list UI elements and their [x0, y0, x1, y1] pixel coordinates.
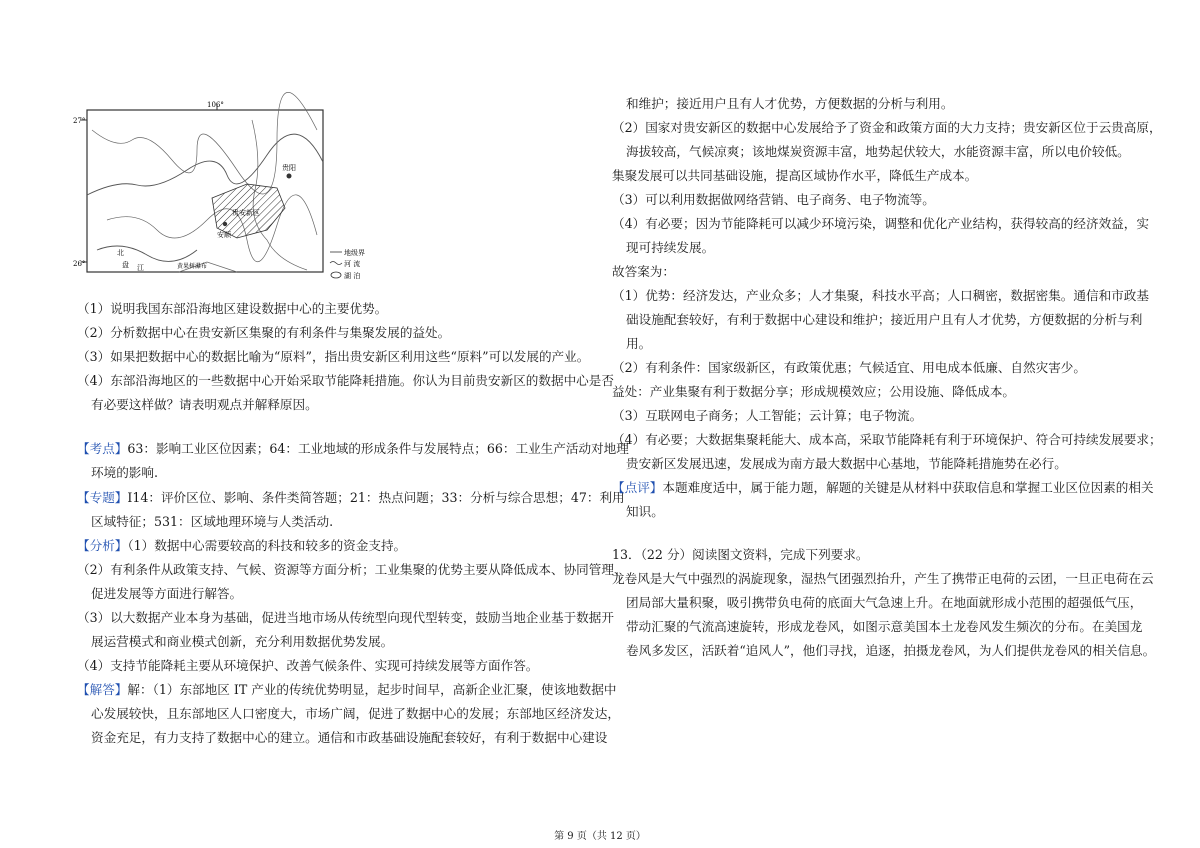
answer-line-4: 集聚发展可以共同基础设施，提高区域协作水平，降低生产成本。: [612, 168, 978, 183]
fenxi-tag: 【分析】: [77, 538, 128, 553]
q13-line-2: 团局部大量积聚，吸引携带负电荷的底面大气急速上升。在地面就形成小范围的超强低气压，: [626, 595, 1143, 610]
q13-line-4: 卷风多发区，活跃着“追风人”，他们寻找，追逐，拍摄龙卷风，为人们提供龙卷风的相关信息。: [626, 643, 1156, 658]
question-2: （2）分析数据中心在贵安新区集聚的有利条件与集聚发展的益处。: [77, 325, 451, 340]
dianping-text: 本题难度适中，属于能力题，解题的关键是从材料中获取信息和掌握工业区位因素的相关: [662, 480, 1154, 495]
fenxi-line-4: （3）以大数据产业本身为基础，促进当地市场从传统型向现代型转变，鼓励当地企业基于数据开: [77, 610, 614, 625]
guiyang-label: 贵阳: [282, 164, 296, 172]
river-label-2: 盘: [122, 261, 129, 269]
q13-line-3: 带动汇聚的气流高速旋转，形成龙卷风，如图示意美国本土龙卷风发生频次的分布。在美国龙: [626, 619, 1143, 634]
dianping-tag: 【点评】: [612, 480, 663, 495]
answer-line-14: （3）互联网电子商务；人工智能；云计算；电子物流。: [612, 408, 923, 423]
lat-label-top: 27°: [73, 117, 86, 125]
kaodian-line-2: 环境的影响.: [91, 465, 158, 480]
kaodian-tag: 【考点】: [77, 441, 128, 456]
dianping-line-1: [612, 480, 1154, 496]
guiyang-marker: [287, 174, 292, 179]
answer-line-2: （2）国家对贵安新区的数据中心发展给予了资金和政策方面的大力支持；贵安新区位于云贵高原，: [612, 120, 1162, 135]
kaodian-line-1: [77, 441, 629, 457]
fenxi-line-5: 展运营模式和商业模式创新，充分利用数据优势发展。: [91, 634, 394, 649]
answer-line-15: （4）有必要；大数据集聚耗能大、成本高，采取节能降耗有利于环境保护、符合可持续发展要求；: [612, 432, 1162, 447]
question-4-cont: 有必要这样做？请表明观点并解释原因。: [91, 397, 318, 412]
anshun-marker: [223, 222, 227, 226]
legend-lake: 湖 泊: [344, 272, 361, 280]
fenxi-text: （1）数据中心需要较高的科技和较多的资金支持。: [127, 538, 407, 553]
answer-line-6: （4）有必要；因为节能降耗可以减少环境污染，调整和优化产业结构，获得较高的经济效益，实: [612, 216, 1149, 231]
fenxi-line-3: 促进发展等方面进行解答。: [91, 586, 243, 601]
kaodian-text: 63：影响工业区位因素；64：工业地域的形成条件与发展特点；66：工业生产活动对地理: [127, 441, 629, 456]
answer-line-16: 贵安新区发展迅速，发展成为南方最大数据中心基地，节能降耗措施势在必行。: [626, 456, 1067, 471]
answer-line-12: （2）有利条件：国家级新区，有政策优惠；气候适宜、用电成本低廉、自然灾害少。: [612, 360, 1086, 375]
jieda-line-1: [77, 682, 616, 698]
anshun-label: 安顺: [217, 231, 231, 239]
answer-line-13: 益处：产业集聚有利于数据分享；形成规模效应；公用设施、降低成本。: [612, 384, 1015, 399]
q13-line-1: 龙卷风是大气中强烈的涡旋现象，湿热气团强烈抬升，产生了携带正电荷的云团，一旦正电荷在云: [612, 571, 1154, 586]
jieda-line-3: 资金充足，有力支持了数据中心的建立。通信和市政基础设施配套较好，有利于数据中心建设: [91, 730, 608, 745]
answer-line-5: （3）可以利用数据做网络营销、电子商务、电子物流等。: [612, 192, 935, 207]
fenxi-line-1: [77, 538, 406, 554]
zhuanti-line-1: [77, 490, 625, 506]
zhuanti-line-2: 区域特征；531：区域地理环境与人类活动.: [91, 514, 334, 529]
fenxi-line-6: （4）支持节能降耗主要从环境保护、改善气候条件、实现可持续发展等方面作答。: [77, 658, 539, 673]
jieda-text: 解：（1）东部地区 IT 产业的传统优势明显，起步时间早，高新企业汇聚，使该地数据中: [127, 682, 617, 697]
question-1: （1）说明我国东部沿海地区建设数据中心的主要优势。: [77, 301, 388, 316]
answer-heading: 故答案为：: [612, 264, 675, 279]
river-label-3: 江: [137, 264, 144, 272]
answer-line-7: 现可持续发展。: [626, 240, 715, 255]
lon-label: 106°: [207, 101, 224, 109]
answer-line-10: 础设施配套较好，有利于数据中心建设和维护；接近用户且有人才优势，方便数据的分析与利: [626, 312, 1143, 327]
map-figure: [73, 100, 369, 282]
answer-line-1: 和维护；接近用户且有人才优势，方便数据的分析与利用。: [626, 96, 954, 111]
zhuanti-text: I14：评价区位、影响、条件类简答题；21：热点问题；33：分析与综合思想；47：利用: [127, 490, 625, 505]
map-legend: [330, 248, 365, 280]
jieda-line-2: 心发展较快，且东部地区人口密度大，市场广阔，促进了数据中心的发展；东部地区经济发达，: [91, 706, 620, 721]
answer-line-11: 用。: [626, 336, 652, 351]
q13-title: 13．（22 分）阅读图文资料，完成下列要求。: [612, 547, 869, 562]
question-3: （3）如果把数据中心的数据比喻为“原料”，指出贵安新区利用这些“原料”可以发展的产业。: [77, 349, 590, 364]
answer-line-3: 海拔较高，气候凉爽；该地煤炭资源丰富，地势起伏较大，水能资源丰富，所以电价较低。: [626, 144, 1130, 159]
fenxi-line-2: （2）有利条件从政策支持、气候、资源等方面分析；工业集聚的优势主要从降低成本、协同管理、: [77, 562, 627, 577]
river-label-1: 北: [117, 249, 124, 257]
map-svg: [73, 100, 369, 282]
answer-line-9: （1）优势：经济发达，产业众多；人才集聚，科技水平高；人口稠密，数据密集。通信和市政基: [612, 288, 1149, 303]
question-4: （4）东部沿海地区的一些数据中心开始采取节能降耗措施。你认为目前贵安新区的数据中心是否: [77, 373, 614, 388]
plant-label: 黄果树瀑布: [177, 263, 208, 270]
guian-label: 贵安新区: [232, 209, 260, 217]
lat-label-bottom: 26°: [73, 260, 86, 268]
page-footer: 第 9 页（共 12 页）: [554, 831, 646, 842]
legend-boundary: 地级界: [344, 249, 365, 257]
jieda-tag: 【解答】: [77, 682, 128, 697]
legend-river: 河 流: [344, 260, 361, 268]
zhuanti-tag: 【专题】: [77, 490, 128, 505]
dianping-line-2: 知识。: [626, 504, 664, 519]
